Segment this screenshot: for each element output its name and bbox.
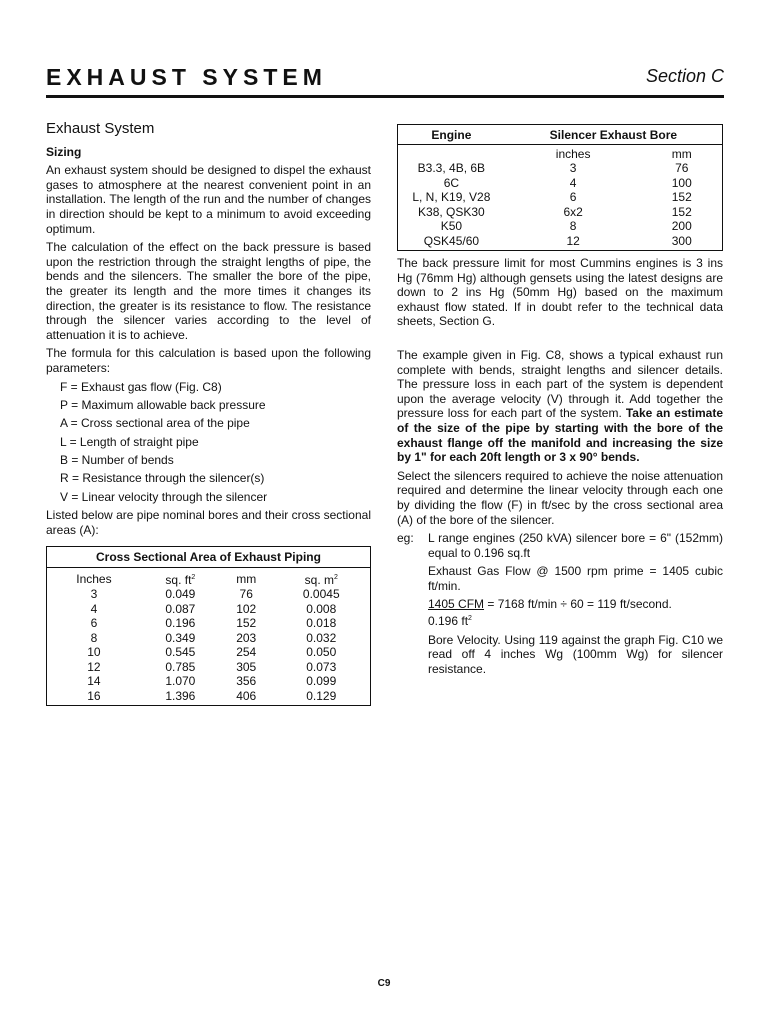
- table-row: 16 1.396 406 0.129: [87, 688, 337, 703]
- table-header-row: [47, 567, 371, 587]
- section-heading: Exhaust System: [46, 120, 155, 137]
- example-line-velocity: Bore Velocity. Using 119 against the graph Fig. C10 we read off 4 inches Wg (100mm Wg) for silencer resistance.: [428, 632, 723, 676]
- table-row: 10 0.545 254 0.050: [87, 645, 337, 660]
- paragraph-example: [397, 348, 723, 465]
- table-row: 6 0.196 152 0.018: [90, 616, 337, 631]
- table-row: 14 1.070 356 0.099: [87, 674, 337, 689]
- table-header: Silencer Exhaust Bore: [505, 125, 723, 145]
- paragraph-listed: Listed below are pipe nominal bores and their cross sectional areas (A):: [46, 508, 371, 537]
- section-label: Section C: [645, 66, 724, 86]
- header-rule: [46, 95, 724, 98]
- example-bold-text: Take an estimate of the size of the pipe by starting with the bore of the exhaust flange off the manifold and increasing the size by 1" for each 20ft length or 3 x 90° bends.: [397, 406, 723, 465]
- page-title: EXHAUST SYSTEM: [46, 64, 327, 90]
- unit-mm: mm: [671, 146, 692, 161]
- table-row: 8 0.349 203 0.032: [90, 630, 337, 645]
- table-caption: Cross Sectional Area of Exhaust Piping: [47, 547, 371, 568]
- paragraph-formula: The formula for this calculation is based upon the following parameters:: [46, 346, 371, 375]
- page-number: C9: [377, 978, 391, 989]
- table-row: B3.3, 4B, 6B 3 76: [417, 161, 689, 175]
- paragraph-select-silencers: Select the silencers required to achieve the noise attenuation required and determine the linear velocity through each one by dividing the flow (F) in ft/sec by the cross sectional area (A) of the bore of the silencer.: [397, 468, 723, 527]
- example-calculation: 1405 CFM = 7168 ft/min ÷ 60 = 119 ft/second. 0.196 $ft^2$: [428, 597, 672, 629]
- table-row: 4 0.087 102 0.008: [90, 601, 337, 616]
- param-item: R = Resistance through the silencer(s): [60, 471, 265, 486]
- paragraph-back-pressure: The back pressure limit for most Cummins engines is 3 ins Hg (76mm Hg) although gensets using the latest designs are down to 2 ins Hg (50mm Hg) based on the maximum exhaust flow stated. If in doubt refer to the technical data sheets, Section G.: [397, 256, 723, 329]
- engine-silencer-table: [397, 124, 723, 251]
- table-row: QSK45/60 12 300: [423, 233, 692, 248]
- table-header: sq. $ft^2$: [165, 572, 196, 587]
- calc-numerator: 1405 CFM: [428, 597, 485, 612]
- table-caption-row: [47, 547, 371, 568]
- pipe-area-table: [46, 546, 371, 706]
- param-item: F = Exhaust gas flow (Fig. C8): [60, 379, 222, 394]
- paragraph-intro: An exhaust system should be designed to dispel the exhaust gases to atmosphere at the nearest convenient point in an installation. The length of the run and the number of changes in direction should be kept to a minimum to avoid exceeding optimum.: [46, 163, 371, 236]
- page-header: [46, 62, 724, 94]
- table-header: Inches: [76, 571, 112, 586]
- paragraph-calculation: The calculation of the effect on the back pressure is based upon the restriction through the straight lengths of pipe, the bends and the silencers. The smaller the bore of the pipe, the greater its length and the more times it changes its direction, the greater is its resistance to flow. The resistance through the silencer varies according to the level of attenuation it is to achieve.: [46, 240, 371, 342]
- example-text: The example given in Fig. C8, shows a typical exhaust run complete with bends, straight lengths and silencer details. The pressure loss in each part of the system is dependent upon the average velocity (V) through it. Add together the pressure loss for each part of the system.: [397, 347, 723, 421]
- table-header: sq. $m^2$: [304, 572, 338, 587]
- table-row: L, N, K19, V28 6 152: [412, 190, 692, 204]
- param-item: V = Linear velocity through the silencer: [60, 489, 268, 504]
- eg-label: eg:: [397, 531, 414, 546]
- table-row: 6C 4 100: [443, 175, 692, 190]
- example-line-flow: Exhaust Gas Flow @ 1500 rpm prime = 1405 cubic ft/min.: [428, 564, 723, 593]
- table-header: mm: [236, 571, 257, 586]
- calc-denominator: 0.196 ft: [428, 614, 469, 629]
- example-line-bore: L range engines (250 kVA) silencer bore = 6" (152mm) equal to 0.196 sq.ft: [428, 531, 723, 560]
- table-row: K38, QSK30 6x2 152: [418, 204, 692, 219]
- param-item: A = Cross sectional area of the pipe: [60, 416, 250, 431]
- right-column: [397, 124, 723, 680]
- table-header-row: [398, 125, 723, 145]
- param-item: P = Maximum allowable back pressure: [60, 397, 266, 412]
- param-item: B = Number of bends: [60, 453, 174, 468]
- table-row: K50 8 200: [440, 219, 692, 233]
- example-block: [397, 531, 723, 564]
- table-row: 12 0.785 305 0.073: [87, 659, 337, 674]
- sizing-subheading: Sizing: [46, 144, 82, 159]
- param-item: L = Length of straight pipe: [60, 434, 199, 449]
- left-column: [46, 120, 371, 706]
- table-units-row: [398, 144, 723, 161]
- unit-inches: inches: [555, 146, 591, 161]
- table-header: Engine: [398, 125, 505, 145]
- table-row: 3 0.049 76 0.0045: [90, 587, 340, 602]
- calc-result: = 7168 ft/min ÷ 60 = 119 ft/second.: [484, 597, 672, 612]
